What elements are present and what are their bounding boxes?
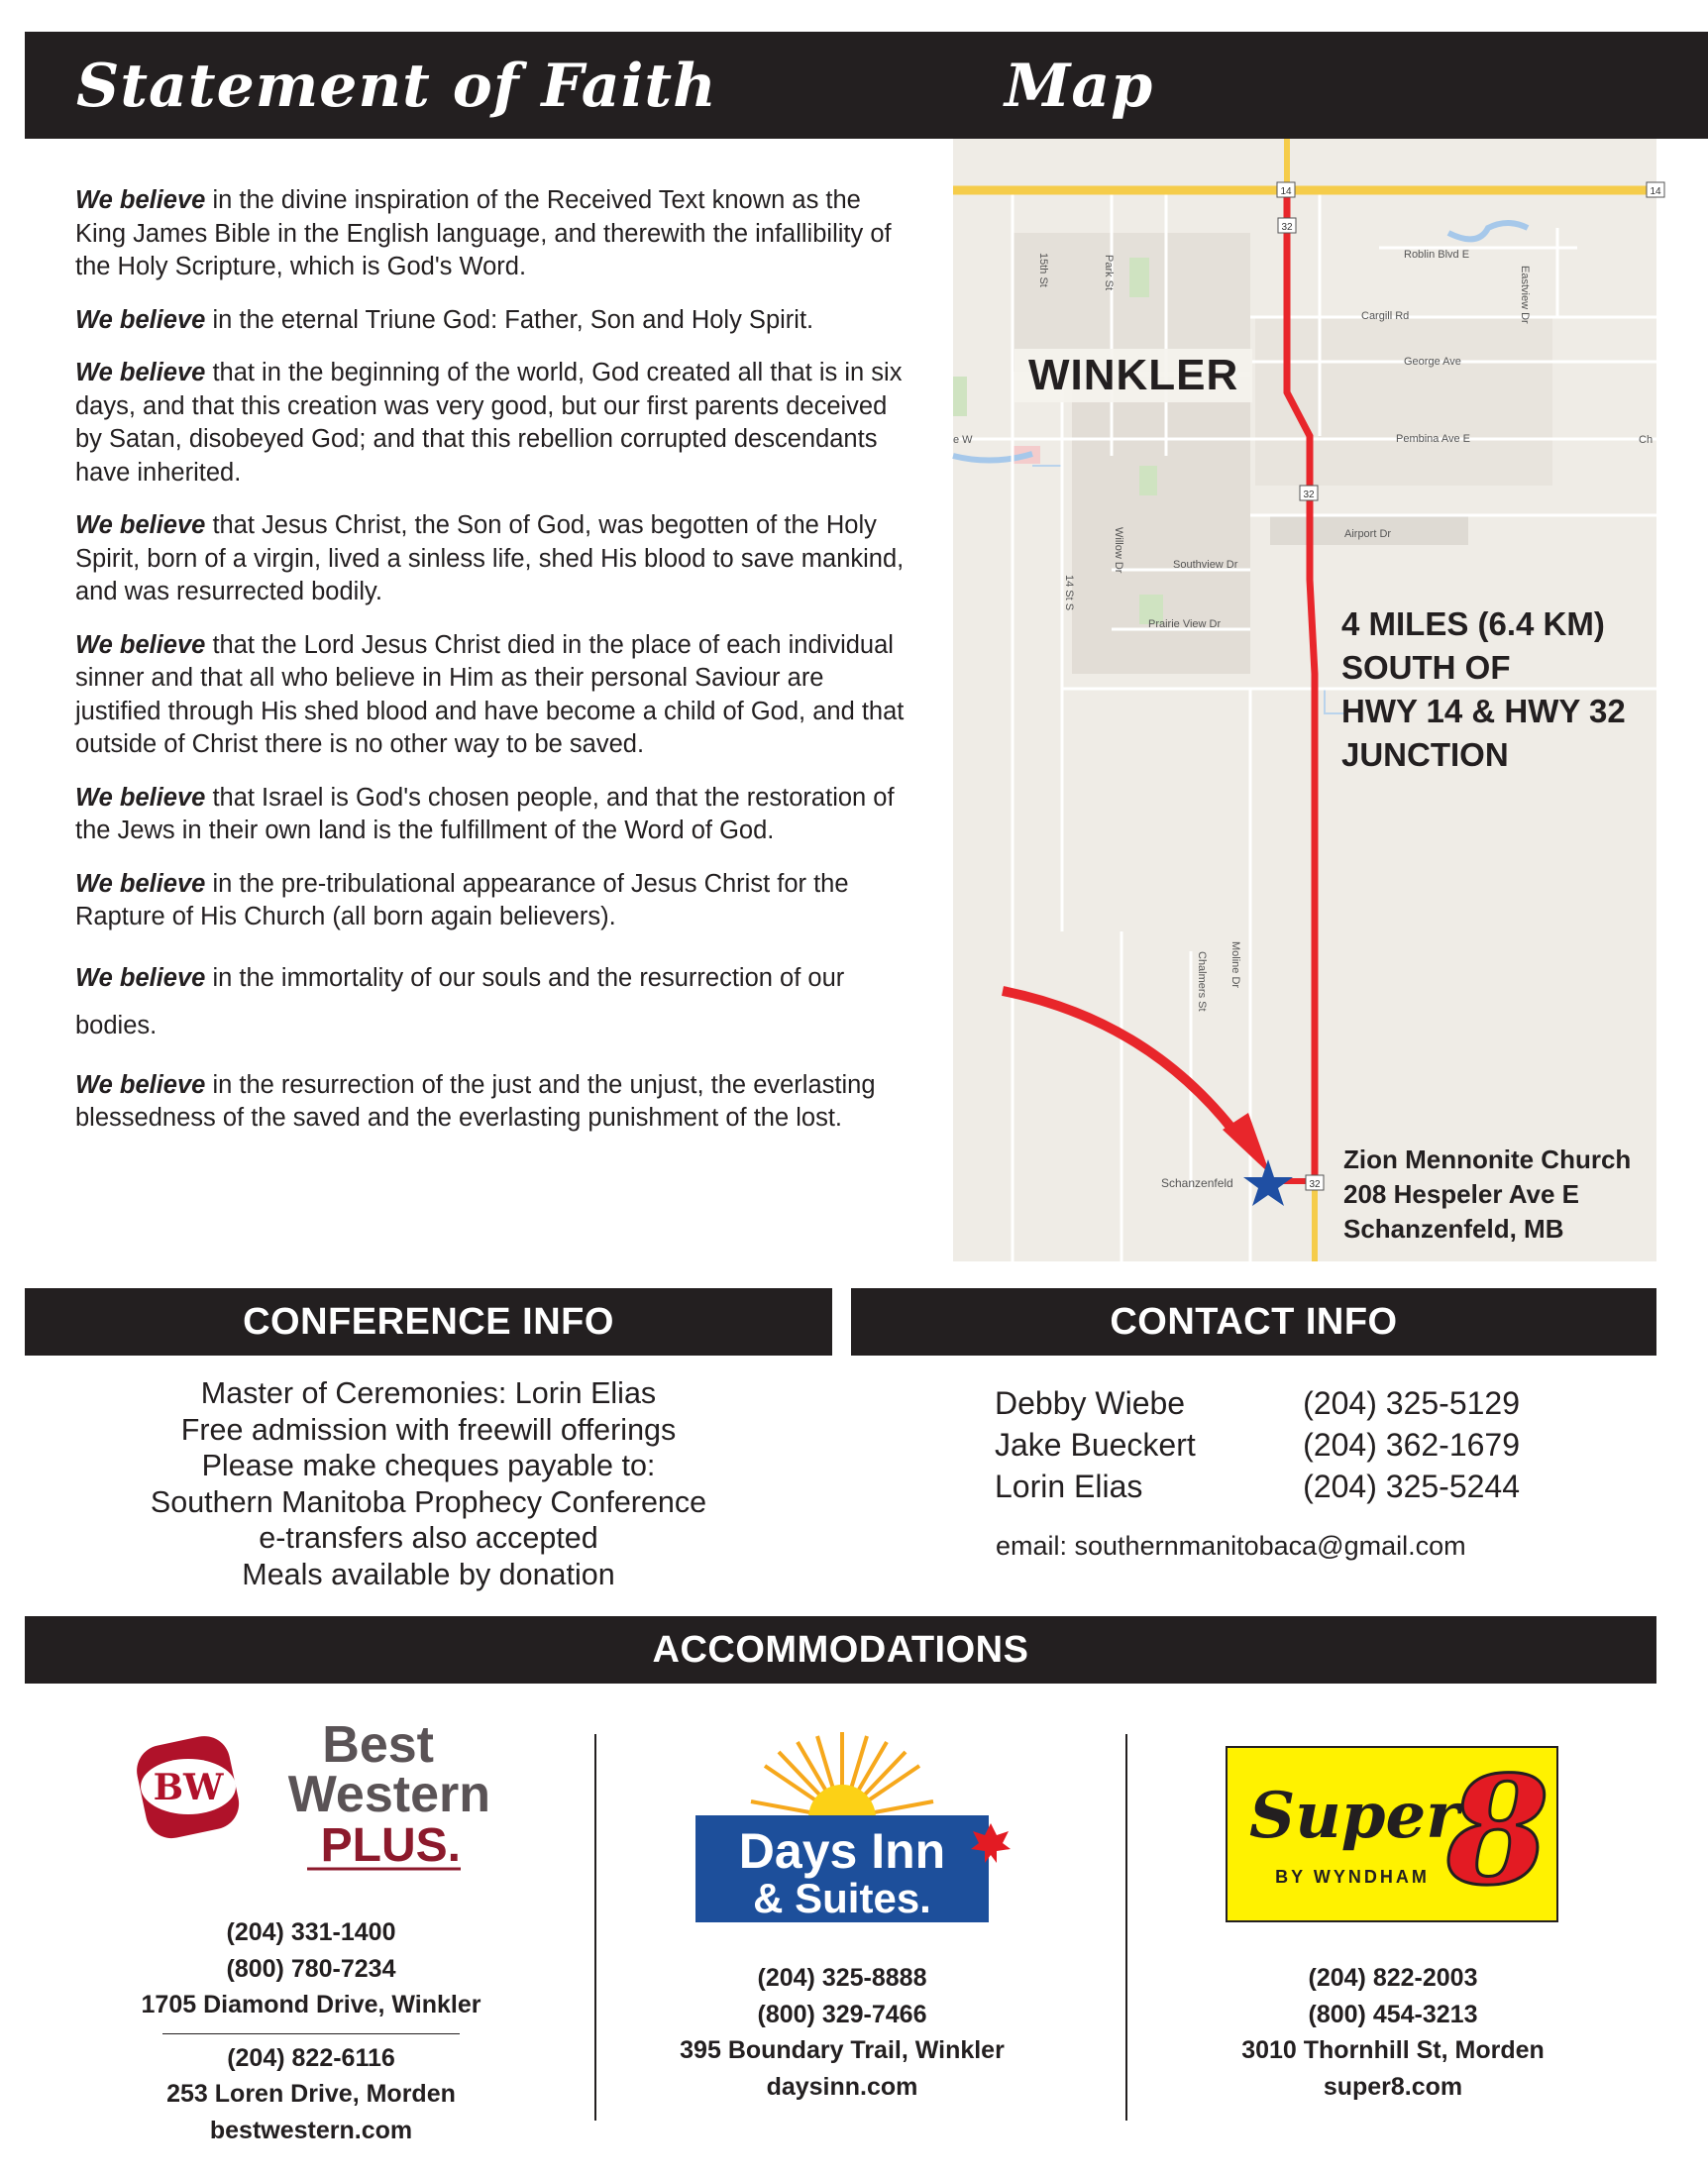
contact-phone[interactable]: (204) 362-1679 xyxy=(1303,1427,1520,1463)
best-western-tollfree[interactable]: (800) 780-7234 xyxy=(226,1954,396,1983)
svg-text:BW: BW xyxy=(153,1767,224,1808)
days-inn-logo xyxy=(694,1724,1011,1922)
faith-statements xyxy=(75,184,907,1155)
days-inn-website[interactable]: daysinn.com xyxy=(766,2072,918,2101)
street-label: Willow Dr xyxy=(1113,527,1124,574)
super8-logo xyxy=(1226,1746,1558,1922)
svg-text:Days Inn: Days Inn xyxy=(738,1823,946,1879)
super8-tollfree[interactable]: (800) 454-3213 xyxy=(1308,2000,1478,2028)
hwy-32-shield-icon xyxy=(1306,1175,1324,1190)
town-label: WINKLER xyxy=(1014,349,1252,402)
column-divider xyxy=(594,1734,596,2121)
super8-website[interactable]: super8.com xyxy=(1323,2072,1463,2101)
days-inn-info xyxy=(634,1960,1050,2105)
faith-item: We believe that Israel is God's chosen people, and that the restoration of the Jews in their own land is the fulfillment of the Word of God. xyxy=(75,783,895,844)
street-label: Moline Dr xyxy=(1229,941,1241,989)
street-label: 15th St xyxy=(1037,253,1049,287)
contact-header: CONTACT INFO xyxy=(851,1288,1656,1356)
super8-address: 3010 Thornhill St, Morden xyxy=(1241,2036,1545,2064)
faith-item: We believe that Jesus Christ, the Son of God, was begotten of the Holy Spirit, born of a virgin, lived a sinless life, shed His blood to save mankind, and was resurrected bodily. xyxy=(75,511,905,605)
park-area xyxy=(1129,258,1149,297)
contact-name: Debby Wiebe xyxy=(995,1385,1186,1421)
best-western-morden-phone[interactable]: (204) 822-6116 xyxy=(227,2043,395,2072)
faith-title: Statement of Faith xyxy=(76,52,717,121)
svg-text:14: 14 xyxy=(1650,186,1661,197)
hwy-32-shield-icon xyxy=(1300,486,1318,500)
svg-text:32: 32 xyxy=(1281,222,1293,233)
conference-details: Master of Ceremonies: Lorin Elias Free admission with freewill offerings Please make cheques payable to: Southern Manitoba Prophecy Conference e-transfers also accepted Meals available by donation xyxy=(150,1376,707,1591)
days-inn-address: 395 Boundary Trail, Winkler xyxy=(680,2036,1005,2064)
contact-email[interactable]: email: southernmanitobaca@gmail.com xyxy=(996,1531,1466,1561)
faith-item: We believe that the Lord Jesus Christ died in the place of each individual sinner and that all who believe in Him as their personal Saviour are justified through His shed blood and have become a child of God, and that outside of Christ there is no other way to be saved. xyxy=(75,630,905,758)
best-western-website[interactable]: bestwestern.com xyxy=(209,2116,413,2144)
svg-text:8: 8 xyxy=(1445,1744,1550,1918)
faith-item: We believe in the pre-tribulational appearance of Jesus Christ for the Rapture of His Church (all born again believers). xyxy=(75,869,849,930)
best-western-phone[interactable]: (204) 331-1400 xyxy=(226,1918,396,1946)
days-inn-sun-icon xyxy=(694,1724,1011,1922)
svg-text:14: 14 xyxy=(1280,186,1292,197)
super8-phone[interactable]: (204) 822-2003 xyxy=(1308,1964,1478,1992)
conference-header: CONFERENCE INFO xyxy=(25,1288,832,1356)
faith-item: We believe that in the beginning of the world, God created all that is in six days, and that this creation was very good, but our first parents deceived by Satan, disobeyed God; and that this rebellion corrupted descendants have inherited. xyxy=(75,359,903,487)
contact-name: Jake Bueckert xyxy=(995,1427,1196,1463)
column-divider xyxy=(1125,1734,1127,2121)
street-label: Ch xyxy=(1639,434,1654,446)
svg-text:Super: Super xyxy=(1249,1779,1459,1853)
hwy-14-shield-icon xyxy=(1277,182,1295,197)
svg-text:Western: Western xyxy=(287,1766,490,1823)
park-area xyxy=(953,377,967,416)
directions-note: 4 MILES (6.4 KM) SOUTH OF HWY 14 & HWY 32 JUNCTION xyxy=(1341,605,1626,773)
street-label: George Ave xyxy=(1404,356,1461,368)
svg-text:32: 32 xyxy=(1303,490,1315,500)
place-label: Schanzenfeld xyxy=(1161,1176,1233,1190)
svg-text:PLUS.: PLUS. xyxy=(320,1819,461,1872)
street-label: Park St xyxy=(1103,255,1115,291)
contact-name: Lorin Elias xyxy=(995,1469,1143,1504)
best-western-logo xyxy=(119,1712,515,1871)
accommodations-header: ACCOMMODATIONS xyxy=(25,1616,1656,1684)
map-header xyxy=(953,32,1708,139)
street-label: Eastview Dr xyxy=(1519,266,1531,324)
best-western-address: 1705 Diamond Drive, Winkler xyxy=(141,1991,481,2018)
street-label: Airport Dr xyxy=(1344,528,1392,540)
super8-logo-icon xyxy=(1226,1746,1558,1922)
days-inn-phone[interactable]: (204) 325-8888 xyxy=(757,1964,927,1992)
svg-text:& Suites.: & Suites. xyxy=(753,1875,931,1921)
svg-text:Best: Best xyxy=(322,1716,434,1774)
days-inn-tollfree[interactable]: (800) 329-7466 xyxy=(757,2000,927,2028)
street-label: Prairie View Dr xyxy=(1148,618,1222,630)
faith-item: We believe in the resurrection of the just and the unjust, the everlasting blessedness of the saved and the everlasting punishment of the lost. xyxy=(75,1070,876,1132)
contact-phone[interactable]: (204) 325-5129 xyxy=(1303,1385,1520,1421)
street-label: Southview Dr xyxy=(1173,559,1238,571)
best-western-info xyxy=(103,1914,519,2148)
church-name: Zion Mennonite Church xyxy=(1343,1144,1632,1174)
faith-item: We believe in the immortality of our souls and the resurrection of our bodies. xyxy=(75,963,845,1039)
hwy-14-shield-icon xyxy=(1647,182,1664,197)
faith-item: We believe in the eternal Triune God: Father, Son and Holy Spirit. xyxy=(75,305,814,334)
park-area xyxy=(1139,466,1157,495)
map-title: Map xyxy=(1005,52,1154,121)
map[interactable] xyxy=(953,139,1661,1261)
street-label: Chalmers St xyxy=(1196,951,1208,1012)
svg-text:BY WYNDHAM: BY WYNDHAM xyxy=(1275,1867,1430,1887)
street-label: 14 St S xyxy=(1063,575,1075,611)
street-label: Cargill Rd xyxy=(1361,310,1410,322)
creek xyxy=(1448,223,1528,239)
church-street: 208 Hespeler Ave E xyxy=(1343,1179,1579,1209)
super8-info xyxy=(1185,1960,1601,2105)
church-address xyxy=(1343,1143,1631,1247)
street-label: e W xyxy=(953,434,973,446)
svg-text:32: 32 xyxy=(1309,1179,1321,1190)
best-western-badge-icon xyxy=(119,1712,515,1871)
church-town: Schanzenfeld, MB xyxy=(1343,1214,1564,1244)
map-block xyxy=(1255,317,1552,486)
contact-phone[interactable]: (204) 325-5244 xyxy=(1303,1469,1520,1504)
hwy-32-shield-icon xyxy=(1278,218,1296,233)
best-western-morden-address: 253 Loren Drive, Morden xyxy=(166,2080,456,2108)
faith-item: We believe in the divine inspiration of the Received Text known as the King James Bible in the English language, and therewith the infallibility of the Holy Scripture, which is God's Word. xyxy=(75,186,892,280)
street-label: Roblin Blvd E xyxy=(1404,249,1470,261)
faith-header xyxy=(25,32,985,139)
street-label: Pembina Ave E xyxy=(1396,433,1471,445)
divider xyxy=(162,2033,460,2034)
river xyxy=(953,454,1032,461)
contact-list xyxy=(995,1385,1520,1524)
